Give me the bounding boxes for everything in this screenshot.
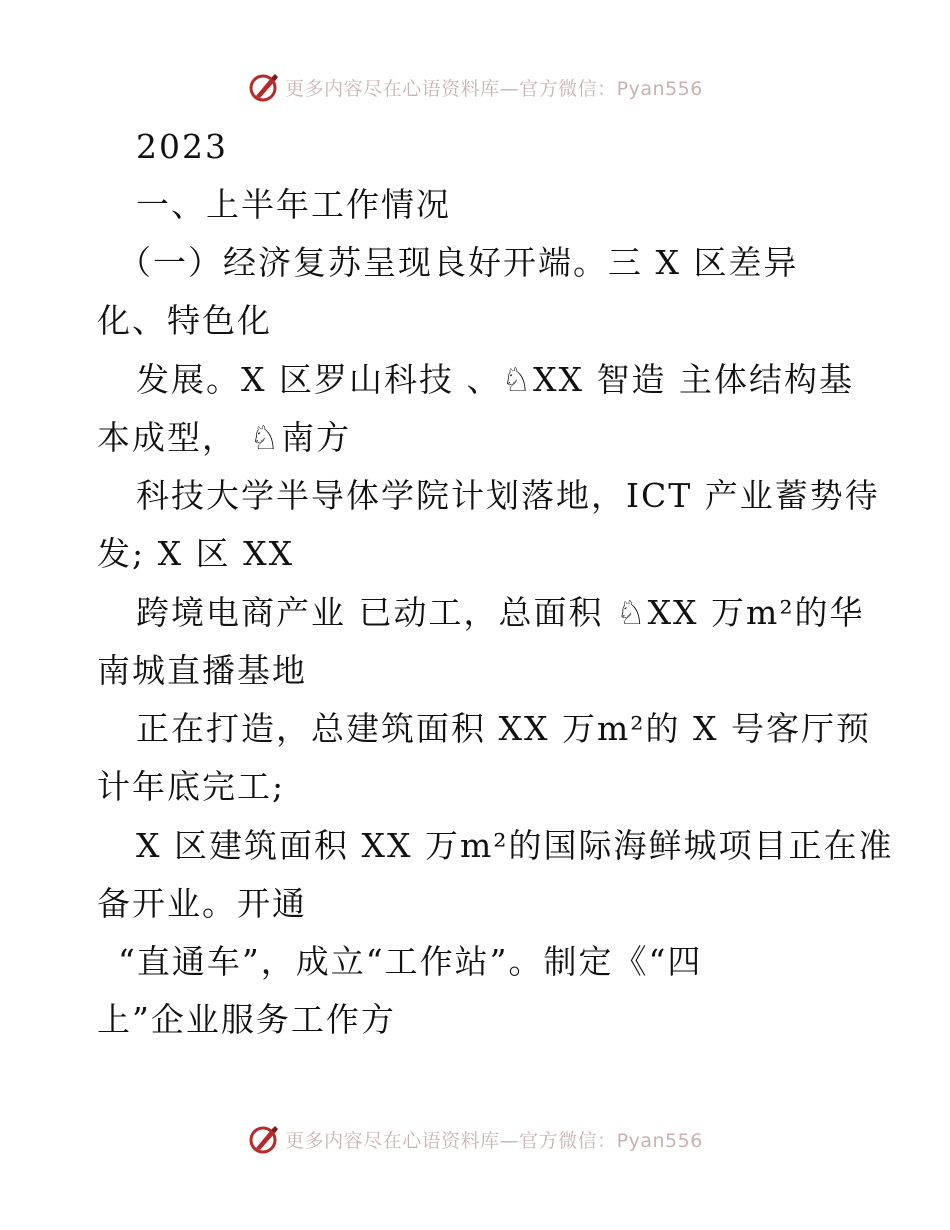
watermark-text: 更多内容尽在心语资料库—官方微信：Pyan556	[285, 1129, 703, 1152]
doc-line: 科技大学半导体学院计划落地，ICT 产业蓄势待	[136, 476, 880, 515]
watermark-text: 更多内容尽在心语资料库—官方微信：Pyan556	[285, 77, 703, 100]
doc-line: “直通车”，成立“工作站”。制定《“四	[118, 942, 703, 981]
doc-line: 一、上半年工作情况	[136, 185, 451, 224]
pen-logo-icon	[247, 1122, 281, 1156]
doc-line: 发展。X 区罗山科技 、♘XX 智造 主体结构基	[136, 360, 855, 399]
doc-line: （一）经济复苏呈现良好开端。三 X 区差异	[118, 243, 799, 282]
doc-line: 发; X 区 XX	[97, 534, 295, 573]
doc-line: 上”企业服务工作方	[97, 1000, 396, 1039]
doc-line: 2023	[136, 127, 228, 166]
doc-line: 备开业。开通	[97, 884, 307, 923]
doc-line: 跨境电商产业 已动工，总面积 ♘XX 万m²的华	[136, 593, 865, 632]
footer-watermark	[0, 1122, 950, 1156]
doc-line: 南城直播基地	[97, 651, 307, 690]
doc-line: X 区建筑面积 XX 万m²的国际海鲜城项目正在准	[136, 826, 894, 865]
doc-line: 本成型， ♘南方	[97, 418, 352, 457]
doc-line: 正在打造，总建筑面积 XX 万m²的 X 号客厅预	[136, 709, 871, 748]
doc-line: 计年底完工;	[97, 767, 286, 806]
doc-line: 化、特色化	[97, 301, 272, 340]
